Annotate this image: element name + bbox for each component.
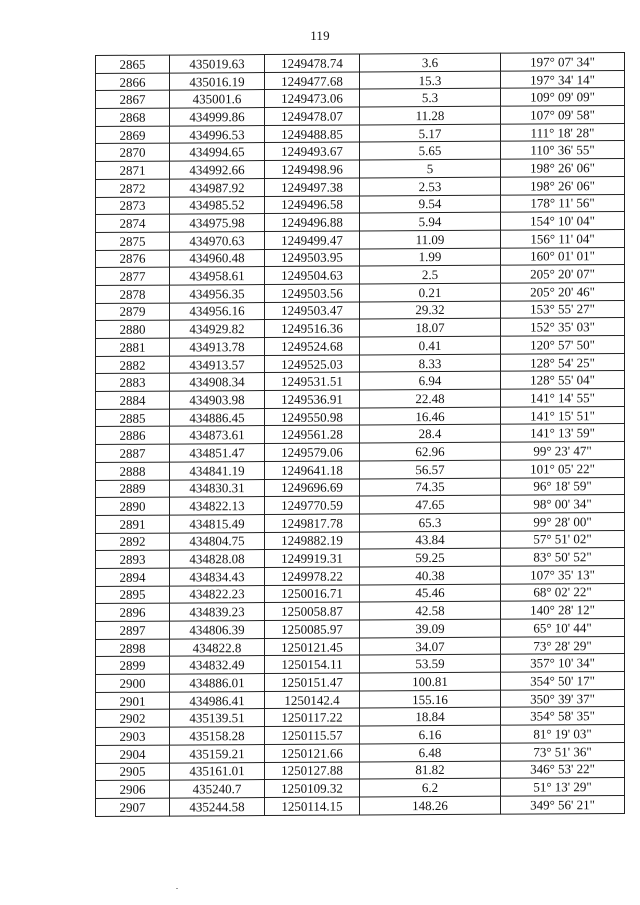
distance-cell: 5.17 [360,124,501,142]
distance-cell: 2.5 [360,265,501,283]
point-number-cell: 2881 [96,338,170,356]
point-number-cell: 2869 [96,126,170,144]
bearing-cell: 197° 34' 14" [501,70,625,88]
y-coordinate-cell: 1250058.87 [265,602,360,620]
x-coordinate-cell: 434822.8 [170,638,265,656]
x-coordinate-cell: 434903.98 [170,391,265,409]
bearing-cell: 65° 10' 44" [501,618,625,636]
y-coordinate-cell: 1249516.36 [265,319,360,337]
x-coordinate-cell: 434886.01 [170,674,265,692]
y-coordinate-cell: 1250114.15 [265,797,360,815]
bearing-cell: 349° 56' 21" [501,795,625,813]
bearing-cell: 81° 19' 03" [501,725,625,743]
distance-cell: 16.46 [360,407,501,425]
distance-cell: 15.3 [360,71,501,89]
bearing-cell: 99° 28' 00" [501,512,625,530]
x-coordinate-cell: 434841.19 [170,461,265,479]
table-row [96,795,625,816]
point-number-cell: 2897 [96,621,170,639]
y-coordinate-cell: 1249478.07 [265,107,360,125]
x-coordinate-cell: 435016.19 [170,72,265,90]
point-number-cell: 2865 [96,55,170,73]
point-number-cell: 2870 [96,144,170,162]
y-coordinate-cell: 1250115.57 [265,726,360,744]
point-number-cell: 2880 [96,320,170,338]
x-coordinate-cell: 434913.78 [170,338,265,356]
distance-cell: 100.81 [360,672,501,690]
bearing-cell: 198° 26' 06" [501,176,625,194]
distance-cell: 11.09 [360,230,501,248]
point-number-cell: 2900 [96,674,170,692]
bearing-cell: 73° 28' 29" [501,636,625,654]
x-coordinate-cell: 435019.63 [170,55,265,73]
x-coordinate-cell: 434956.35 [170,284,265,302]
y-coordinate-cell: 1249882.19 [265,532,360,550]
point-number-cell: 2879 [96,303,170,321]
y-coordinate-cell: 1249493.67 [265,142,360,160]
bearing-cell: 99° 23' 47" [501,442,625,460]
point-number-cell: 2875 [96,232,170,250]
x-coordinate-cell: 434804.75 [170,532,265,550]
distance-cell: 9.54 [360,195,501,213]
x-coordinate-cell: 434958.61 [170,267,265,285]
distance-cell: 56.57 [360,460,501,478]
bearing-cell: 141° 13' 59" [501,424,625,442]
bearing-cell: 354° 50' 17" [501,672,625,690]
distance-cell: 45.46 [360,584,501,602]
bearing-cell: 128° 54' 25" [501,353,625,371]
y-coordinate-cell: 1249536.91 [265,390,360,408]
distance-cell: 5.65 [360,142,501,160]
y-coordinate-cell: 1249641.18 [265,461,360,479]
bearing-cell: 160° 01' 01" [501,247,625,265]
table-body [96,52,625,816]
y-coordinate-cell: 1249496.88 [265,213,360,231]
bearing-cell: 68° 02' 22" [501,583,625,601]
distance-cell: 74.35 [360,478,501,496]
scan-speck [176,888,178,889]
distance-cell: 39.09 [360,619,501,637]
distance-cell: 22.48 [360,389,501,407]
y-coordinate-cell: 1249817.78 [265,514,360,532]
bearing-cell: 107° 35' 13" [501,565,625,583]
point-number-cell: 2902 [96,710,170,728]
point-number-cell: 2871 [96,161,170,179]
distance-cell: 43.84 [360,531,501,549]
point-number-cell: 2906 [96,780,170,798]
distance-cell: 3.6 [360,53,501,71]
point-number-cell: 2882 [96,356,170,374]
x-coordinate-cell: 434960.48 [170,249,265,267]
y-coordinate-cell: 1249497.38 [265,178,360,196]
y-coordinate-cell: 1250127.88 [265,761,360,779]
y-coordinate-cell: 1250109.32 [265,779,360,797]
y-coordinate-cell: 1249488.85 [265,125,360,143]
y-coordinate-cell: 1250121.45 [265,638,360,656]
x-coordinate-cell: 435240.7 [170,780,265,798]
distance-cell: 2.53 [360,177,501,195]
bearing-cell: 141° 15' 51" [501,406,625,424]
x-coordinate-cell: 434830.31 [170,479,265,497]
point-number-cell: 2901 [96,692,170,710]
x-coordinate-cell: 435161.01 [170,762,265,780]
distance-cell: 5.94 [360,212,501,230]
x-coordinate-cell: 434873.61 [170,426,265,444]
distance-cell: 1.99 [360,248,501,266]
x-coordinate-cell: 434975.98 [170,214,265,232]
distance-cell: 8.33 [360,354,501,372]
distance-cell: 59.25 [360,548,501,566]
point-number-cell: 2886 [96,427,170,445]
distance-cell: 0.21 [360,283,501,301]
x-coordinate-cell: 434886.45 [170,408,265,426]
point-number-cell: 2904 [96,745,170,763]
bearing-cell: 128° 55' 04" [501,371,625,389]
point-number-cell: 2876 [96,250,170,268]
y-coordinate-cell: 1249496.58 [265,195,360,213]
point-number-cell: 2903 [96,727,170,745]
y-coordinate-cell: 1249473.06 [265,89,360,107]
x-coordinate-cell: 434999.86 [170,108,265,126]
bearing-cell: 110° 36' 55" [501,141,625,159]
point-number-cell: 2889 [96,480,170,498]
distance-cell: 40.38 [360,566,501,584]
distance-cell: 47.65 [360,495,501,513]
distance-cell: 6.2 [360,778,501,796]
distance-cell: 28.4 [360,425,501,443]
x-coordinate-cell: 434929.82 [170,320,265,338]
coordinates-table-wrapper [95,52,625,817]
distance-cell: 6.48 [360,743,501,761]
distance-cell: 6.16 [360,725,501,743]
y-coordinate-cell: 1250016.71 [265,585,360,603]
x-coordinate-cell: 434908.34 [170,373,265,391]
y-coordinate-cell: 1249477.68 [265,72,360,90]
bearing-cell: 120° 57' 50" [501,335,625,353]
x-coordinate-cell: 435139.51 [170,709,265,727]
y-coordinate-cell: 1249696.69 [265,478,360,496]
x-coordinate-cell: 434913.57 [170,355,265,373]
x-coordinate-cell: 434832.49 [170,656,265,674]
x-coordinate-cell: 434994.65 [170,143,265,161]
distance-cell: 11.28 [360,106,501,124]
point-number-cell: 2899 [96,656,170,674]
point-number-cell: 2895 [96,586,170,604]
page-number: 119 [310,28,330,43]
distance-cell: 5 [360,159,501,177]
point-number-cell: 2898 [96,639,170,657]
y-coordinate-cell: 1250154.11 [265,655,360,673]
x-coordinate-cell: 435158.28 [170,727,265,745]
y-coordinate-cell: 1249978.22 [265,567,360,585]
y-coordinate-cell: 1249579.06 [265,443,360,461]
bearing-cell: 198° 26' 06" [501,159,625,177]
bearing-cell: 197° 07' 34" [501,52,625,70]
bearing-cell: 205° 20' 46" [501,282,625,300]
y-coordinate-cell: 1249770.59 [265,496,360,514]
bearing-cell: 354° 58' 35" [501,707,625,725]
point-number-cell: 2872 [96,179,170,197]
bearing-cell: 109° 09' 09" [501,88,625,106]
x-coordinate-cell: 435244.58 [170,797,265,815]
bearing-cell: 140° 28' 12" [501,601,625,619]
bearing-cell: 98° 00' 34" [501,495,625,513]
y-coordinate-cell: 1249524.68 [265,337,360,355]
point-number-cell: 2905 [96,763,170,781]
y-coordinate-cell: 1250085.97 [265,620,360,638]
bearing-cell: 357° 10' 34" [501,654,625,672]
point-number-cell: 2866 [96,73,170,91]
x-coordinate-cell: 434987.92 [170,178,265,196]
distance-cell: 62.96 [360,442,501,460]
bearing-cell: 101° 05' 22" [501,459,625,477]
bearing-cell: 96° 18' 59" [501,477,625,495]
x-coordinate-cell: 434828.08 [170,550,265,568]
x-coordinate-cell: 434970.63 [170,231,265,249]
point-number-cell: 2874 [96,214,170,232]
distance-cell: 18.84 [360,708,501,726]
point-number-cell: 2894 [96,568,170,586]
x-coordinate-cell: 434822.23 [170,585,265,603]
x-coordinate-cell: 434996.53 [170,125,265,143]
point-number-cell: 2893 [96,550,170,568]
bearing-cell: 153° 55' 27" [501,300,625,318]
x-coordinate-cell: 434806.39 [170,621,265,639]
distance-cell: 148.26 [360,796,501,814]
y-coordinate-cell: 1250117.22 [265,708,360,726]
bearing-cell: 152° 35' 03" [501,318,625,336]
x-coordinate-cell: 434822.13 [170,497,265,515]
distance-cell: 0.41 [360,336,501,354]
point-number-cell: 2867 [96,90,170,108]
y-coordinate-cell: 1250142.4 [265,691,360,709]
bearing-cell: 83° 50' 52" [501,548,625,566]
point-number-cell: 2896 [96,603,170,621]
bearing-cell: 107° 09' 58" [501,106,625,124]
distance-cell: 6.94 [360,372,501,390]
point-number-cell: 2891 [96,515,170,533]
distance-cell: 81.82 [360,761,501,779]
point-number-cell: 2877 [96,267,170,285]
bearing-cell: 51° 13' 29" [501,778,625,796]
coordinates-table [95,52,625,817]
x-coordinate-cell: 434986.41 [170,691,265,709]
bearing-cell: 156° 11' 04" [501,229,625,247]
bearing-cell: 205° 20' 07" [501,265,625,283]
point-number-cell: 2883 [96,373,170,391]
y-coordinate-cell: 1249478.74 [265,54,360,72]
y-coordinate-cell: 1249531.51 [265,372,360,390]
y-coordinate-cell: 1249919.31 [265,549,360,567]
bearing-cell: 73° 51' 36" [501,742,625,760]
distance-cell: 5.3 [360,89,501,107]
y-coordinate-cell: 1249503.56 [265,284,360,302]
point-number-cell: 2885 [96,409,170,427]
y-coordinate-cell: 1250121.66 [265,744,360,762]
distance-cell: 18.07 [360,318,501,336]
distance-cell: 34.07 [360,637,501,655]
bearing-cell: 350° 39' 37" [501,689,625,707]
bearing-cell: 111° 18' 28" [501,123,625,141]
point-number-cell: 2887 [96,444,170,462]
y-coordinate-cell: 1249498.96 [265,160,360,178]
bearing-cell: 346° 53' 22" [501,760,625,778]
y-coordinate-cell: 1249550.98 [265,408,360,426]
y-coordinate-cell: 1249499.47 [265,231,360,249]
x-coordinate-cell: 434992.66 [170,161,265,179]
point-number-cell: 2873 [96,197,170,215]
x-coordinate-cell: 434839.23 [170,603,265,621]
bearing-cell: 141° 14' 55" [501,389,625,407]
point-number-cell: 2878 [96,285,170,303]
distance-cell: 53.59 [360,655,501,673]
distance-cell: 155.16 [360,690,501,708]
y-coordinate-cell: 1249504.63 [265,266,360,284]
point-number-cell: 2888 [96,462,170,480]
x-coordinate-cell: 434851.47 [170,444,265,462]
y-coordinate-cell: 1250151.47 [265,673,360,691]
distance-cell: 29.32 [360,301,501,319]
bearing-cell: 57° 51' 02" [501,530,625,548]
x-coordinate-cell: 434834.43 [170,567,265,585]
x-coordinate-cell: 434956.16 [170,302,265,320]
y-coordinate-cell: 1249561.28 [265,425,360,443]
y-coordinate-cell: 1249503.47 [265,302,360,320]
point-number-cell: 2907 [96,798,170,816]
point-number-cell: 2890 [96,497,170,515]
x-coordinate-cell: 435001.6 [170,90,265,108]
x-coordinate-cell: 435159.21 [170,744,265,762]
bearing-cell: 154° 10' 04" [501,212,625,230]
y-coordinate-cell: 1249503.95 [265,249,360,267]
point-number-cell: 2884 [96,391,170,409]
x-coordinate-cell: 434815.49 [170,514,265,532]
bearing-cell: 178° 11' 56" [501,194,625,212]
distance-cell: 65.3 [360,513,501,531]
point-number-cell: 2868 [96,108,170,126]
x-coordinate-cell: 434985.52 [170,196,265,214]
point-number-cell: 2892 [96,533,170,551]
y-coordinate-cell: 1249525.03 [265,355,360,373]
distance-cell: 42.58 [360,601,501,619]
